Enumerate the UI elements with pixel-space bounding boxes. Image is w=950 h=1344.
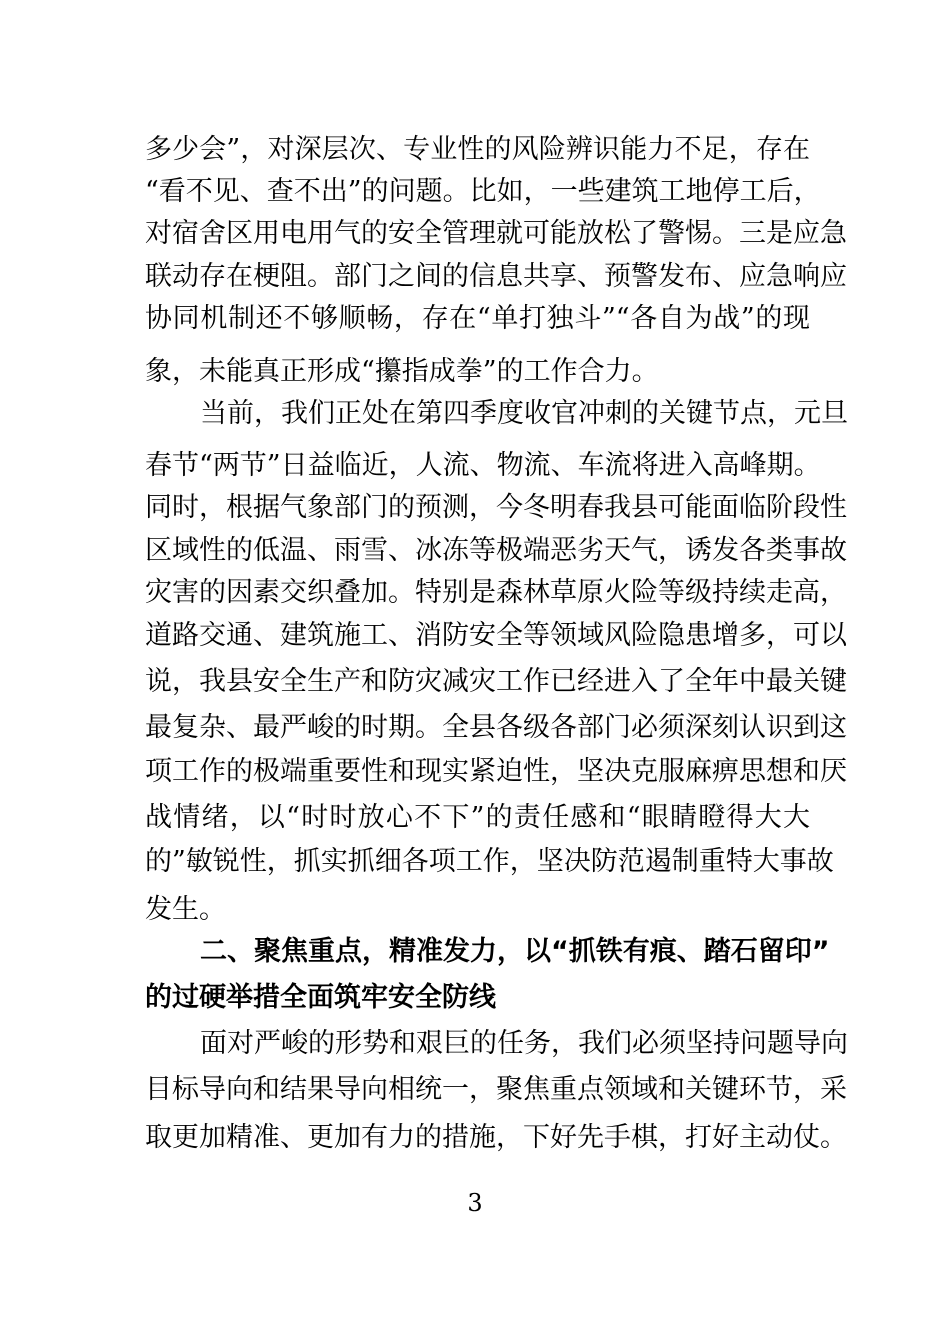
text-line: 灾害的因素交织叠加。特别是森林草原火险等级持续走高， [145,577,847,608]
text-line: 战情绪，以“时时放心不下”的责任感和“眼睛瞪得大大 [145,802,810,833]
text-line: 取更加精准、更加有力的措施，下好先手棋，打好主动仗。 [145,1122,847,1153]
text-line: “看不见、查不出”的问题。比如，一些建筑工地停工后， [145,176,821,207]
page-number: 3 [467,1189,483,1217]
text-line: 当前，我们正处在第四季度收官冲刺的关键节点，元旦 [200,398,848,429]
text-line: 说，我县安全生产和防灾减灾工作已经进入了全年中最关键 [145,666,847,697]
text-line: 同时，根据气象部门的预测，今冬明春我县可能面临阶段性 [145,492,847,523]
text-line: 多少会”，对深层次、专业性的风险辨识能力不足，存在 [145,134,810,165]
text-line: 对宿舍区用电用气的安全管理就可能放松了警惕。三是应急 [145,218,847,249]
text-line: 的”敏锐性，抓实抓细各项工作，坚决防范遏制重特大事故 [145,846,834,877]
text-line: 协同机制还不够顺畅，存在“单打独斗”“各自为战”的现 [145,303,810,334]
text-line: 发生。 [145,894,226,925]
section-heading-line: 的过硬举措全面筑牢安全防线 [145,982,496,1013]
text-line: 象，未能真正形成“攥指成拳”的工作合力。 [145,356,659,387]
section-heading-line: 二、聚焦重点，精准发力，以“抓铁有痕、踏石留印” [200,936,830,967]
text-line: 最复杂、最严峻的时期。全县各级各部门必须深刻认识到这 [145,712,847,743]
text-line: 联动存在梗阻。部门之间的信息共享、预警发布、应急响应 [145,261,847,292]
text-line: 道路交通、建筑施工、消防安全等领域风险隐患增多，可以 [145,620,847,651]
text-line: 目标导向和结果导向相统一，聚焦重点领域和关键环节，采 [145,1074,847,1105]
text-line: 区域性的低温、雨雪、冰冻等极端恶劣天气，诱发各类事故 [145,535,847,566]
text-line: 项工作的极端重要性和现实紧迫性，坚决克服麻痹思想和厌 [145,756,847,787]
text-line: 春节“两节”日益临近，人流、物流、车流将进入高峰期。 [145,450,821,481]
text-line: 面对严峻的形势和艰巨的任务，我们必须坚持问题导向 [200,1028,848,1059]
